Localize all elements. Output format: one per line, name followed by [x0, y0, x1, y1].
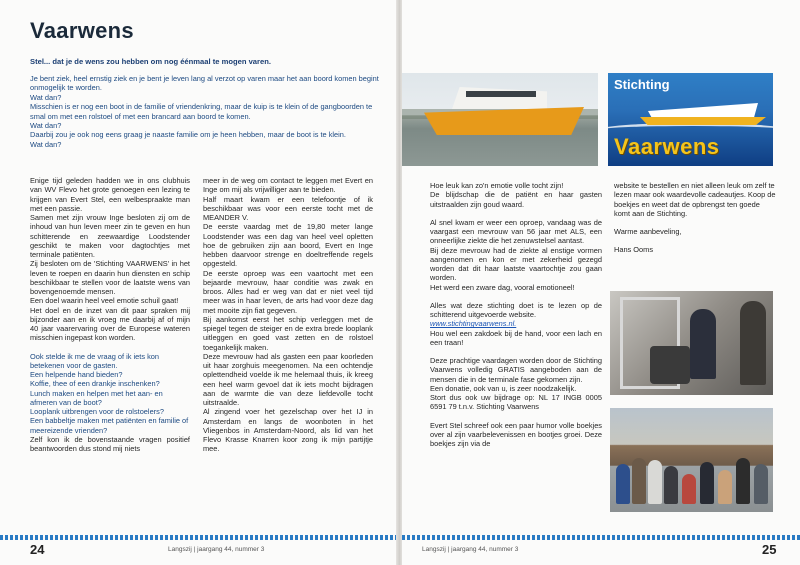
paragraph: Stort dus ook uw bijdrage op: NL 17 INGB 0005 6591 79 t.n.v. Stichting Vaarwens — [430, 393, 602, 412]
paragraph: Half maart kwam er een telefoontje of ik beschikbaar was voor een eerste tocht met de MEANDER V. — [203, 194, 373, 222]
paragraph: Deze mevrouw had als gasten een paar koorleden uit haar zorghuis meegenomen. Na een ochtendje oplettendheid voelde ik me helemaal thuis, ik kreeg een heel warm gevoel dat ik iets mocht bijdragen aan de warmte die van deze liefdevolle tocht uitstraalde. — [203, 351, 373, 407]
right-column-1 — [430, 181, 602, 448]
left-column-1 — [30, 176, 190, 453]
paragraph: Een donatie, ook van u, is zeer noodzakelijk. — [430, 383, 577, 393]
paragraph: Hoe leuk kan zo'n emotie volle tocht zijn! — [430, 181, 564, 190]
logo-line-2: Vaarwens — [614, 134, 720, 159]
question: Een babbeltje maken met patiënten en familie of meereizende vrienden? — [30, 416, 189, 435]
page-number: 25 — [762, 542, 777, 557]
question: Lunch maken en helpen met het aan- en afmeren van de boot? — [30, 388, 163, 407]
article-lead: Stel... dat je de wens zou hebben om nog éénmaal te mogen varen. — [30, 57, 271, 66]
paragraph: Samen met zijn vrouw Inge besloten zij om de inhoud van hun leven meer zin te geven en hun schitterende en zeewaardige Loodstender geschikt te maken voor dagtochtjes met terminale patiënten. — [30, 213, 190, 259]
intro-block — [30, 74, 380, 149]
paragraph: Zelf kon ik de bovenstaande vragen positief beantwoorden dus stond mij niets — [30, 434, 190, 453]
boat-photo — [402, 73, 598, 166]
paragraph: Enige tijd geleden hadden we in ons clubhuis van WV Flevo het grote genoegen een lezing te krijgen van Evert Stel, een welbespraakte man met een passie. — [30, 176, 190, 213]
logo-line-1: Stichting — [614, 77, 670, 92]
page-number: 24 — [30, 542, 45, 557]
paragraph: Hou wel een zakdoek bij de hand, voor een lach en een traan! — [430, 328, 602, 347]
paragraph: Al snel kwam er weer een oproep, vandaag was de vaargast een mevrouw van 56 jaar met ALS, een onneerlijke ziekte die het zenuwstelsel aantast. — [430, 217, 602, 246]
left-page — [0, 0, 398, 565]
wheelchair-lift-photo — [610, 291, 773, 395]
paragraph: Het doel en de inzet van dit paar spraken mij bijzonder aan en ik vroeg me daarbij af of mijn 40 jaar vaarervaring over de Europese wateren misschien ingepast kon worden. — [30, 305, 190, 343]
signature: Hans Ooms — [614, 245, 654, 255]
intro-paragraph: Misschien is er nog een boot in de familie of vriendenkring, maar de kuip is te klein of de gangboorden te smal om met een rolstoel of met een brancard aan boord te komen. — [30, 102, 373, 121]
intro-question: Wat dan? — [30, 139, 62, 149]
paragraph: Deze prachtige vaardagen worden door de Stichting Vaarwens volledig GRATIS aangeboden aan de mensen die in de terminale fase gekomen zijn. — [430, 356, 602, 384]
intro-paragraph: Daarbij zou je ook nog eens graag je naaste familie om je heen hebben, maar de boot is te klein. — [30, 130, 346, 140]
footer-band — [402, 535, 800, 540]
running-footer: Langszij | jaargang 44, nummer 3 — [168, 546, 265, 553]
paragraph: Alles wat deze stichting doet is te lezen op de schitterend uitgevoerde website. — [430, 300, 602, 319]
running-footer: Langszij | jaargang 44, nummer 3 — [422, 546, 519, 553]
paragraph: website te bestellen en niet alleen leuk om zelf te lezen maar ook waardevolle cadeautjes. Koop de boekjes en weet dat de opbrengst ten goede komt aan de Stichting. — [614, 181, 776, 218]
right-page — [402, 0, 800, 565]
question: Een helpende hand bieden? — [30, 370, 123, 379]
paragraph: Al zingend voer het gezelschap over het IJ in Amsterdam en langs de woonboten in het Vliegenbos in Amsterdam-Noord, als lid van het Flevo Krasse Knarren koor zong ik mijn partijtje mee. — [203, 407, 373, 454]
footer-band — [0, 535, 398, 540]
article-title: Vaarwens — [30, 18, 134, 43]
intro-paragraph: Je bent ziek, heel ernstig ziek en je bent je leven lang al verzot op varen maar het aan boord komen begint onmogelijk te worden. — [30, 74, 379, 93]
paragraph: Warme aanbeveling, — [614, 227, 682, 236]
intro-question: Wat dan? — [30, 92, 62, 102]
paragraph: De eerste oproep was een vaartocht met een bejaarde mevrouw, haar conditie was zwak en broos. Alles had er weg van dat er niet veel tijd meer was in haar leven, de arts had voor deze dag met mooite zijn fiat gegeven. — [203, 268, 373, 315]
paragraph: Bij deze mevrouw had de ziekte al enstige vormen aangenomen en kon er met zekerheid gezegd worden dat dit haar laatste vaartochtje zou gaan worden. — [430, 245, 602, 283]
left-column-2 — [203, 176, 373, 454]
intro-question: Wat dan? — [30, 121, 62, 131]
paragraph: Bij aankomst eerst het schip verleggen met de spiegel tegen de steiger en de extra brede looplank uitleggen en goed vast zetten en de rolstoel toegankelijk maken. — [203, 314, 373, 352]
paragraph: meer in de weg om contact te leggen met Evert en Inge om mij als vrijwilliger aan te bieden. — [203, 176, 373, 195]
paragraph: De blijdschap die de patiënt en haar gasten uitstraalden zijn goud waard. — [430, 190, 602, 209]
paragraph: Een doel waarin heel veel emotie schuil gaat! — [30, 296, 179, 306]
paragraph: Evert Stel schreef ook een paar humor volle boekjes over al zijn vaarbelevenissen en bootjes groei. Deze boekjes zijn via de — [430, 420, 602, 448]
question: Koffie, thee of een drankje inschenken? — [30, 379, 160, 389]
question: Looplank uitbrengen voor de rolstoelers? — [30, 407, 164, 416]
website-link[interactable]: www.stichtingvaarwens.nl. — [430, 319, 517, 329]
paragraph: Zij besloten om de 'Stichting VAARWENS' in het leven te roepen en daarin hun diensten en schip beschikbaar te stellen voor de laatste wens van bovengenoemde mensen. — [30, 259, 190, 296]
stichting-vaarwens-logo — [608, 73, 773, 166]
question: Ook stelde ik me de vraag of ik iets kon betekenen voor de gasten. — [30, 351, 159, 370]
group-photo — [610, 408, 773, 512]
right-column-2 — [614, 181, 776, 255]
paragraph: De eerste vaardag met de 19,80 meter lange Loodstender was een dag van heel veel opletten hoe de gebruiken zijn aan boord, Evert en Inge hebben daarvoor strenge en doeltreffende regels opgesteld. — [203, 222, 373, 269]
paragraph: Het werd een zware dag, vooral emotioneel! — [430, 282, 575, 292]
